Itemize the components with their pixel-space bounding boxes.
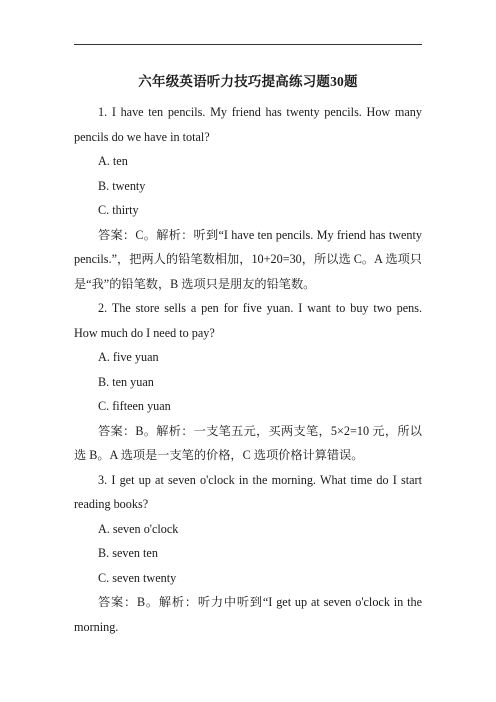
question-3-option-c: C. seven twenty <box>98 570 177 585</box>
document-title: 六年级英语听力技巧提高练习题30题 <box>138 74 358 89</box>
question-3-option-a: A. seven o'clock <box>98 521 179 536</box>
question-2-option-b: B. ten yuan <box>98 374 154 389</box>
question-2-answer: 答案：B。解析：一支笔五元，买两支笔，5×2=10 元，所以选 B。A 选项是一支笔的价格，C 选项价格计算错误。 <box>74 423 422 462</box>
question-1-option-c: C. thirty <box>98 203 139 217</box>
question-2-option-a: A. five yuan <box>98 350 159 364</box>
document-body <box>74 100 422 639</box>
header-rule <box>74 44 422 45</box>
question-2-text: 2. The store sells a pen for five yuan. I want to buy two pens. How much do I need to pay? <box>74 301 422 340</box>
question-1-option-b: B. twenty <box>98 178 146 193</box>
question-1-answer: 答案：C。解析：听到“I have ten pencils. My friend has twenty pencils.”，把两人的铅笔数相加，10+20=30，所以选 C。A 选项只是“我”的铅笔数，B 选项只是朋友的铅笔数。 <box>74 227 422 291</box>
question-2-option-c: C. fifteen yuan <box>98 399 171 413</box>
question-3-text: 3. I get up at seven o'clock in the morning. What time do I start reading books? <box>74 472 422 511</box>
question-3-answer: 答案：B。解析：听力中听到“I get up at seven o'clock in the morning. <box>74 595 422 634</box>
question-1-text: 1. I have ten pencils. My friend has twenty pencils. How many pencils do we have in total? <box>74 105 422 144</box>
question-1-option-a: A. ten <box>98 154 128 168</box>
question-3-option-b: B. seven ten <box>98 546 158 560</box>
